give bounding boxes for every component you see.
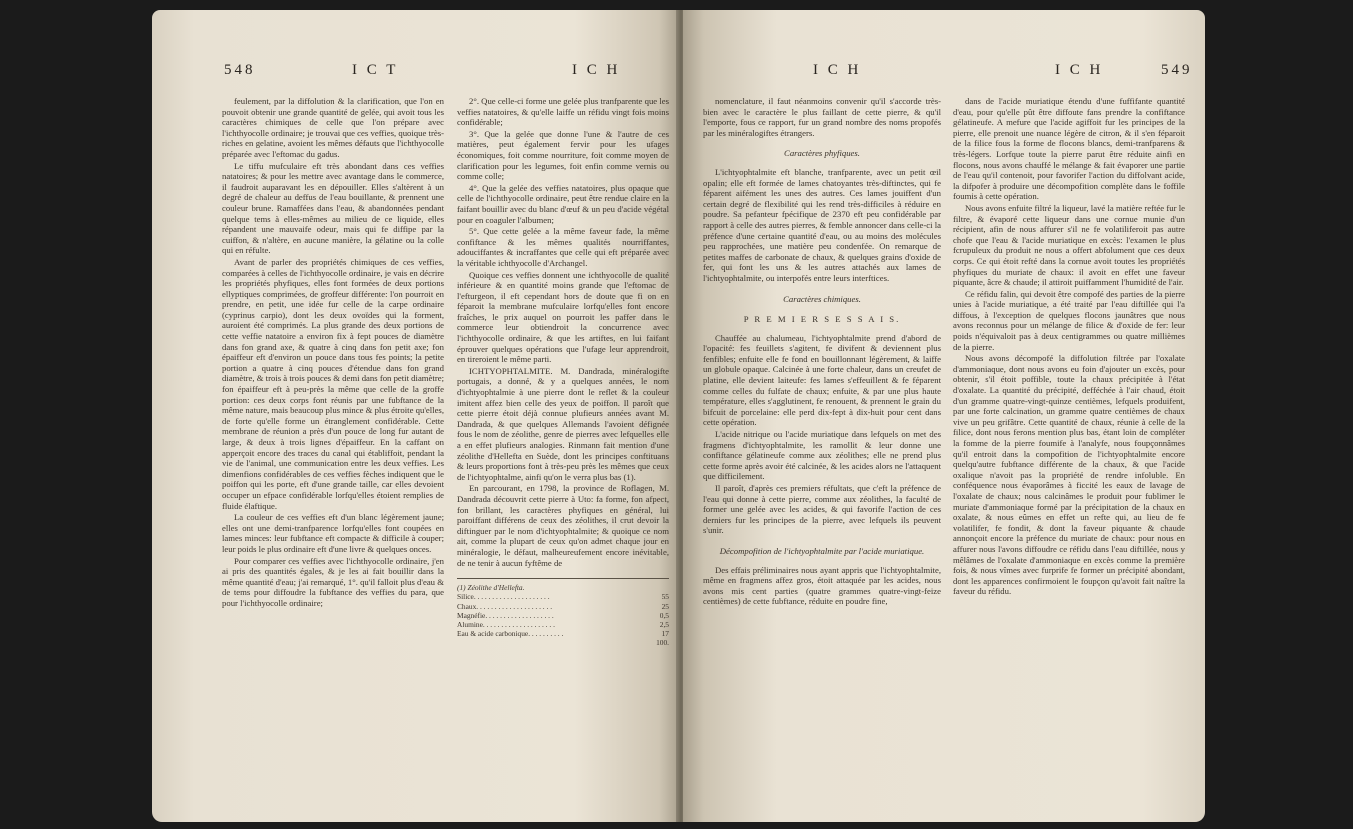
paragraph: Avant de parler des propriétés chimiques de ces veffies, comparées à celles de l'ichthyocolle ordinaire, je vais en décrire les propriétés phyfiques, elles font formées de deux portions ellyptiques comprimées, de groffeur différente: l'on pourroit en prendre, en petit, une idée fur celle de la carpe ordinaire (cyprinus carpio), dont les deux ovoïdes qui la forment, auroient été comprimés. La plus grande des deux portions de cette veffie natatoire a environ fix à fept pouces de diamètre dans fon grand axe, & quatre à cinq dans fon petit axe; fon épaiffeur eft d'environ un pouce dans tous fes points; la petite portion a quatre à cinq pouces d'étendue dans fon grand diamètre, & trois à trois pouces & demi dans fon petit diamètre; fon épaiffeur eft à peu-près la même que celle de la groffe portion: ces deux corps font réunis par une fubftance de la même nature, mais beaucoup plus mince & plus étroite qu'elles, de forte qu'elle forme un étranglement confidérable. Cette membrane de réunion a près d'un pouce de long fur autant de large, & deux à trois lignes d'épaiffeur. En la caffant on apperçoit encore des traces du canal qui établiffoit, pendant la vie de l'animal, une communication entre les deux veffies. Les dimenfions confidérables de ces veffies fèches indiquent que le poiffon qui les porte, eft d'une grande taille, car elles devoient occuper un efpace confidérable lorfqu'elles étoient remplies de fluide élaftique. [222, 256, 444, 511]
footnote-row-value: 0,5 [659, 610, 669, 620]
paragraph: En parcourant, en 1798, la province de Roflagen, M. Dandrada découvrit cette pierre à Uto: fa forme, fon afpect, fon brillant, les caractères phyfiques en général, lui paroiffant différens de ceux des zéolithes, il crut devoir la diftinguer par le nom d'ichtyophtalmite; & quoique ce nom ait, comme la plupart de ceux qu'on admet chaque jour en minéralogie, le défaut, malheureufement encore inévitable, de ne tenir à aucun fyftême de [457, 483, 669, 568]
running-head-right-2: I C H [1055, 62, 1104, 78]
paragraph: 2°. Que celle-ci forme une gelée plus tranfparente que les veffies natatoires, & qu'elle laiffe un réfidu vingt fois moins confidérable; [457, 96, 669, 128]
paragraph: nomenclature, il faut néanmoins convenir qu'il s'accorde très-bien avec le caractère le plus faillant de cette pierre, & qu'il l'emporte, fous ce rapport, fur un grand nombre des noms propofés par les minéralogiftes étrangers. [703, 96, 941, 138]
paragraph: dans de l'acide muriatique étendu d'une fuffifante quantité d'eau, pour qu'elle pût être diffoute fans prendre la confiftance gélatineufe. A mefure que l'acide agiffoit fur les principes de la pierre, elle prenoit une nuance légère de citron, & il s'en féparoit de la filice fous la forme de flocons blancs, demi-tranfparens & très-légers. Lorfque toute la pierre parut être réduite ainfi en flocons, nous avons chauffé le mélange & fait évaporer une partie de l'eau qu'il contenoit, pour favorifer l'action du diffolvant acide, la difpofer à produire une décompofition complète dans le foffile foumis à cette opération. [953, 96, 1185, 202]
paragraph: Nous avons décompofé la diffolution filtrée par l'oxalate d'ammoniaque, dont nous avons eu foin d'ajouter un excès, pour obtenir, s'il étoit poffible, toute la chaux précipitée à l'état d'oxalate. La quantité du précipité, defféchée à l'air chaud, étoit d'un gramme quatre-vingt-quinze centièmes, lefquels produifent, par une forte calcination, un gramme quatre centièmes de chaux vive un peu grifâtre. Cette quantité de chaux, réunie à celle de la filice, dont nous ferons mention plus bas, étant loin de compléter la fomme de la pierre foumife à l'analyfe, nous foupçonnâmes qu'il entroit dans la compofition de l'ichtyophtalmite encore quelqu'autre fubftance différente de la chaux, & que l'acide oxalique n'avoit pas la propriété de rendre infoluble. En conféquence nous évaporâmes à ficcité les eaux de lavage de l'oxalate de chaux; nous calcinâmes le produit pour fublimer le muriate d'ammoniaque formé par la précipitation de la chaux en oxalate, & nous eûmes en effet un refte qui, au lieu de fe volatilifer, fe fondit, & dont la faveur piquante & chaude annonçoit encore la préfence du muriate de chaux: pour nous en affurer nous l'avons diffoudre ce réfidu dans l'eau diftillée, nous y mêlâmes de l'oxalate d'ammoniaque en excès comme la première fois, & nous vîmes avec furprife fe former un précipité abondant, dont les apparences confirmoient le foupçon qu'avoit fait naître la faveur du réfidu. [953, 353, 1185, 597]
footnote-row-label: Chaux. . . . . . . . . . . . . . . . . . . . . [457, 601, 553, 611]
section-heading-physical: Caractères phyfiques. [784, 148, 860, 159]
paragraph: L'acide nitrique ou l'acide muriatique dans lefquels on met des fragmens d'ichtyophtalmite, les ramollit & leur donne une confiftance gélatineufe comme aux zéolithes; elle ne prend plus cette forme après avoir été calcinée, & les acides alors ne l'attaquent que difficilement. [703, 429, 941, 482]
page-number-right: 549 [1161, 62, 1193, 78]
footnote-row [457, 602, 669, 611]
paragraph: La couleur de ces veffies eft d'un blanc légèrement jaune; elles ont une demi-tranfparence lorfqu'elles font coupées en lames minces: leur fubftance eft compacte & difficile à couper; leur poids le plus ordinaire eft d'une livre & quelques onces. [222, 512, 444, 554]
running-head-left-2: I C H [572, 62, 621, 78]
footnote-row-label: Alumine. . . . . . . . . . . . . . . . . . . . [457, 619, 555, 629]
paragraph: Le tiffu mufculaire eft très abondant dans ces veffies natatoires; & pour les mettre avec avantage dans le commerce, il faudroit auparavant les en dépouiller. Elles s'altèrent à un degré de chaleur au deffus de l'eau bouillante, & prennent une couleur brune. Ramaffées dans l'eau, & abandonnées pendant quelque tems à elles-mêmes au milieu de ce liquide, elles répandent une mauvaife odeur, mais qui fe diffipe par la cuiffon, & n'altère, en aucune manière, la gélatine ou la colle qui en réfulte. [222, 160, 444, 256]
footnote-total: 100. [656, 638, 669, 648]
footnote-rule [457, 578, 669, 579]
footnote-row-label: Magnéfie. . . . . . . . . . . . . . . . . . . [457, 610, 554, 620]
paragraph: 5°. Que cette gelée a la même faveur fade, la même confiftance & les mêmes qualités nourriffantes, adouciffantes & incraffantes que celle qui eft préparée avec la véritable ichthyocolle d'Archangel. [457, 226, 669, 268]
right-column-1-intro [703, 96, 941, 138]
running-head-right: I C H [813, 62, 862, 78]
right-column-1-decomposition [703, 565, 941, 607]
footnote-row-label: Eau & acide carbonique. . . . . . . . . . [457, 629, 564, 639]
left-page [152, 10, 680, 822]
left-column-2 [457, 96, 669, 648]
paragraph: Il paroît, d'après ces premiers réfultats, que c'eft la préfence de l'eau qui donne à cette pierre, comme aux zéolithes, la faculté de former une gelée avec les acides, & qui favorife l'action de ces derniers fur les principes de la pierre, avec lefquels ils peuvent s'unir. [703, 483, 941, 536]
paragraph: 4°. Que la gelée des veffies natatoires, plus opaque que celle de l'ichthyocolle ordinaire, peut être rendue claire en la faifant bouillir avec du blanc d'œuf & un peu d'acide végétal pour en coaguler l'albumen; [457, 182, 669, 225]
footnote-row-value: 17 [661, 629, 669, 639]
paragraph: Pour comparer ces veffies avec l'ichthyocolle ordinaire, j'en ai pris des quantités égales, & je les ai fait bouillir dans la même quantité d'eau; j'ai remarqué, 1°. qu'il falloit plus d'eau & de tems pour diffoudre la fubftance des veffies du para, que pour l'ichthyocolle ordinaire; [222, 555, 444, 608]
footnote-row-value: 2,5 [659, 619, 669, 629]
footnote-row [457, 611, 669, 620]
footnote-row [457, 592, 669, 601]
footnote [457, 583, 669, 647]
paragraph: Quoique ces veffies donnent une ichthyocolle de qualité inférieure & en quantité moins grande que l'eftomac de l'efturgeon, il eft cependant hors de doute que fi on en féparoit la membrane mufculaire lorfqu'elles font encore fraîches, le prix auquel on pourroit les paffer dans le commerce leur obtiendroit la concurrence avec l'ichthyocolle ordinaire, & que les artiftes, en lui faifant éprouver quelques opérations que l'ufage leur apprendroit, en tireroient le même parti. [457, 269, 669, 365]
paragraph: Ce réfidu falin, qui devoit être compofé des parties de la pierre unies à l'acide muriatique, a été traité par l'eau diftillée qui l'a diffous, à l'exception de quelques flocons jaunâtres que nous avons reconnus pour un mélange de filice & d'oxide de fer: leur poids n'équivaloit pas à deux centigrammes ou quatre millièmes de la pierre. [953, 288, 1185, 352]
footnote-row-value: 55 [661, 592, 669, 602]
paragraph: L'ichtyophtalmite eft blanche, tranfparente, avec un petit œil opalin; elle eft formée de lames chatoyantes très-diftinctes, qui fe féparent aifément les unes des autres. Ces lames jouiffent d'un certain degré de flexibilité qui les rend très-difficiles à réduire en poudre. Sa pefanteur fpécifique de 2370 eft peu confidérable par rapport à celle des autres pierres, & femble annoncer dans celle-ci la préfence d'une certaine quantité d'eau, ou au moins des molécules peu rapprochées, une matière peu condenfée. On remarque de petites maffes de carbonate de chaux, & quelques grains d'oxide de fer, qui font les uns & les autres attachés aux lames de l'ichtyophtalmite, ou interpofés entre leurs interftices. [703, 166, 941, 283]
paragraph: feulement, par la diffolution & la clarification, que l'on en pouvoit obtenir une grande quantité de gelée, qui avoit tous les caractères chimiques de celle que l'on prépare avec l'ichthyocolle ordinaire; je trouvai que ces veffies, quoique très-riches en gelatine, avoient les mêmes défauts que l'ichthyocolle préparée avec l'eftomac du gadus. [222, 96, 444, 159]
footnote-row-value: 25 [661, 601, 669, 611]
paragraph: ICHTYOPHTALMITE. M. Dandrada, minéralogifte portugais, a donné, & y a quelques années, le nom d'ichtyophtalmie à une pierre dont le reflet & la couleur imitent affez bien celle des yeux de poiffon. Il paroît que cette pierre étoit déjà connue plufieurs années avant M. Dandrada, & que quelques Allemands l'avoient défignée fous le nom de zéolithe, genre de pierres avec lefquelles elle a en effet plufieurs analogies. Rinmann fait mention d'une zéolithe d'Hellefta en Suède, dont les principes conftituans & leurs proportions font à très-peu près les mêmes que ceux de l'ichtyophtalme, ainfi qu'on le verra plus bas (1). [457, 365, 669, 482]
page-number-left: 548 [224, 62, 256, 78]
right-column-1-physical [703, 167, 941, 284]
footnote-table [457, 592, 669, 638]
paragraph: 3°. Que la gelée que donne l'une & l'autre de ces matières, peut également fervir pour les ufages économiques, foit comme nourriture, foit comme moyen de clarification pour les legumes, foit enfin comme vernis ou comme colle; [457, 128, 669, 182]
footnote-row [457, 620, 669, 629]
running-head-left: I C T [352, 62, 399, 78]
left-column-1 [222, 96, 444, 610]
paragraph: Nous avons enfuite filtré la liqueur, lavé la matière reftée fur le filtre, & évaporé cette liqueur dans une cornue munie d'un récipient, afin de nous affurer s'il ne fe volatiliferoit pas autre chofe que l'eau & l'acide muriatique en excès: l'examen le plus fcrupuleux du produit ne nous a offert abfolument que ces deux corps. Ce qui étoit refté dans la cornue avoit toutes les propriétés phyfiques du muriate de chaux: il avoit en effet une faveur piquante, âcre & chaude; il attiroit puiffamment l'humidité de l'air. [953, 202, 1185, 288]
section-heading-decomposition: Décompofition de l'ichtyophtalmite par l'acide muriatique. [719, 545, 925, 556]
section-heading-chemical: Caractères chimiques. [783, 293, 861, 304]
footnote-row-label: Silice. . . . . . . . . . . . . . . . . . . . . [457, 592, 550, 602]
footnote-title: (1) Zéolithe d'Hellefta. [457, 583, 525, 593]
left-column-1-paragraphs [222, 96, 444, 609]
paragraph: Chauffée au chalumeau, l'ichtyophtalmite prend d'abord de l'opacité: fes feuillets s'agitent, fe divifent & deviennent plus fenfibles; enfuite elle fe fond en bouillonnant légèrement, & laiffe un globule opaque. Calcinée à une forte chaleur, dans un creufet de platine, elle devient laiteufe: fes lames s'effeuillent & fe féparent comme celles du fulfate de chaux; enfuite, & par une plus haute température, elles s'agglutinent, fe renouent, & prennent le grain du bifcuit de porcelaine: elle perd dix-fept à dix-huit pour cent dans cette opération. [703, 332, 941, 428]
paragraph: Des effais préliminaires nous ayant appris que l'ichtyophtalmite, même en fragmens affez gros, étoit attaquée par les acides, nous avons mis cent parties (quatre grammes quatre-vingt-feize centièmes) de cette fubftance, réduite en poudre fine, [703, 564, 941, 607]
right-column-1-trials [703, 333, 941, 536]
footnote-row [457, 629, 669, 638]
right-column-2-paragraphs [953, 96, 1185, 597]
left-column-2-paragraphs [457, 96, 669, 568]
right-column-2 [953, 96, 1185, 598]
section-heading-first-trials: P R E M I E R S E S S A I S. [743, 314, 901, 325]
right-column-1 [703, 96, 941, 608]
right-page [683, 10, 1205, 822]
